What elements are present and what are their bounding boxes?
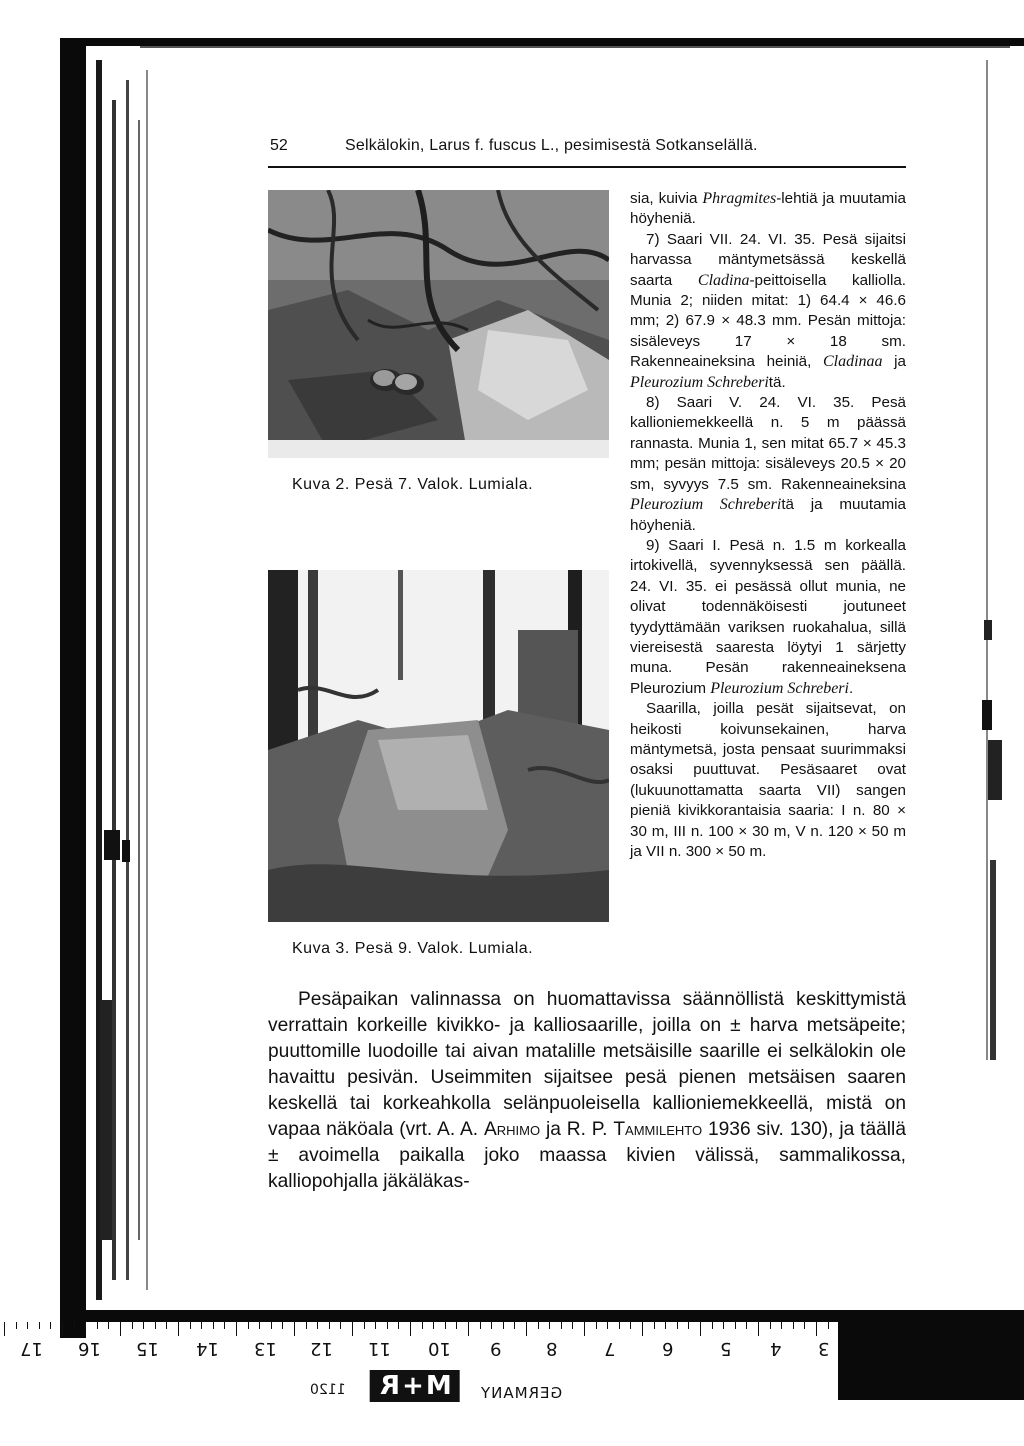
ruler-tick	[375, 1322, 376, 1329]
column-paragraph: 9) Saari I. Pesä n. 1.5 m korkealla irtokivellä, syvennyksessä sen päällä. 24. VI. 35. ei pesässä ollut munia, ne olivat todennäköisesti joutuneet tyydyttämään variksen ruokahalua, sillä viereisestä saaresta löytyi 1 särjetty muna. Pesän rakenneaineksena Pleurozium Pleurozium Schreberi.	[630, 536, 906, 697]
ruler-tick	[561, 1322, 562, 1329]
ruler-tick	[120, 1322, 121, 1336]
ruler-tick	[143, 1322, 144, 1329]
ruler-tick	[74, 1322, 75, 1329]
ruler-tick	[584, 1322, 585, 1336]
scan-ruler	[0, 1322, 838, 1366]
ruler-tick	[329, 1322, 330, 1329]
ruler-label: 8	[546, 1338, 558, 1359]
ruler-tick	[677, 1322, 678, 1329]
ruler-label: 5	[720, 1338, 732, 1359]
ruler-tick	[224, 1322, 225, 1329]
ruler-label: 4	[770, 1338, 782, 1359]
ruler-label: 3	[818, 1338, 830, 1359]
ruler-tick	[468, 1322, 469, 1336]
ruler-tick	[538, 1322, 539, 1329]
column-paragraph: 8) Saari V. 24. VI. 35. Pesä kallioniemekkeellä n. 5 m päässä rannasta. Munia 1, sen mitat 65.7 × 45.3 mm; pesän mittoja: sisäleveys 20.5 × 20 sm, syvyys 7.5 sm. Rakenneaineksina Pleurozium Schreberitä ja muutamia höyheniä.	[630, 394, 906, 534]
ruler-label: 15	[136, 1338, 159, 1359]
ruler-tick	[108, 1322, 109, 1329]
ruler-label: 10	[428, 1338, 451, 1359]
ruler-tick	[352, 1322, 353, 1336]
ruler-label: 17	[20, 1338, 43, 1359]
ruler-tick	[306, 1322, 307, 1329]
ruler-tick	[248, 1322, 249, 1329]
ruler-label: 13	[254, 1338, 277, 1359]
ruler-tick	[422, 1322, 423, 1329]
ruler-tick	[688, 1322, 689, 1329]
ruler-tick	[758, 1322, 759, 1336]
ruler-tick	[398, 1322, 399, 1329]
ruler-brand-logo: M+R	[370, 1370, 460, 1402]
scan-bottom-corner	[838, 1320, 1024, 1400]
ruler-tick	[364, 1322, 365, 1329]
ruler-label: 12	[310, 1338, 333, 1359]
ruler-tick	[503, 1322, 504, 1329]
ruler-tick	[132, 1322, 133, 1329]
ruler-tick	[804, 1322, 805, 1329]
ruler-tick	[723, 1322, 724, 1329]
ruler-tick	[665, 1322, 666, 1329]
column-paragraph: Saarilla, joilla pesät sijaitsevat, on heikosti koivunsekainen, harva mäntymetsä, josta pensaat suurimmaksi osaksi puuttuvat. Pesäsaaret ovat (lukuunottamatta saarta VII) sangen pieniä kivikkorantaisia saaria: I n. 80 × 30 m, III n. 100 × 30 m, V n. 120 × 50 m ja VII n. 300 × 50 m.	[630, 700, 906, 860]
ruler-tick	[27, 1322, 28, 1329]
ruler-tick	[607, 1322, 608, 1329]
ruler-brand-number: 1120	[310, 1382, 346, 1398]
ruler-tick	[16, 1322, 17, 1329]
ruler-label: 7	[604, 1338, 616, 1359]
ruler-label: 16	[78, 1338, 101, 1359]
figure-caption: Kuva 2. Pesä 7. Valok. Lumiala.	[292, 476, 534, 493]
ruler-tick	[410, 1322, 411, 1336]
ruler-tick	[700, 1322, 701, 1336]
ruler-label: 6	[662, 1338, 674, 1359]
ruler-brand-name: GERMANY	[480, 1384, 563, 1402]
ruler-tick	[271, 1322, 272, 1329]
ruler-tick	[259, 1322, 260, 1329]
ruler-tick	[828, 1322, 829, 1329]
running-title: Selkälokin, Larus f. fuscus L., pesimisestä Sotkanselällä.	[345, 137, 758, 154]
ruler-tick	[654, 1322, 655, 1329]
ruler-label: 14	[196, 1338, 219, 1359]
ruler-tick	[735, 1322, 736, 1329]
ruler-brand	[300, 1370, 720, 1406]
ruler-tick	[39, 1322, 40, 1329]
ruler-tick	[549, 1322, 550, 1329]
ruler-tick	[97, 1322, 98, 1329]
scan-top-edge	[140, 46, 1010, 48]
ruler-label: 11	[368, 1338, 391, 1359]
scan-left-bleed	[86, 40, 158, 1310]
ruler-tick	[793, 1322, 794, 1329]
ruler-tick	[712, 1322, 713, 1329]
ruler-tick	[50, 1322, 51, 1329]
ruler-tick	[816, 1322, 817, 1336]
ruler-tick	[201, 1322, 202, 1329]
ruler-tick	[630, 1322, 631, 1329]
column-paragraph: sia, kuivia Phragmites-lehtiä ja muutamia höyheniä.	[630, 190, 906, 228]
ruler-tick	[155, 1322, 156, 1329]
page-number: 52	[270, 137, 288, 154]
ruler-tick	[4, 1322, 5, 1336]
ruler-tick	[166, 1322, 167, 1329]
ruler-tick	[596, 1322, 597, 1329]
ruler-tick	[619, 1322, 620, 1329]
ruler-label: 9	[490, 1338, 502, 1359]
text-column	[630, 189, 906, 862]
ruler-tick	[572, 1322, 573, 1329]
ruler-tick	[433, 1322, 434, 1329]
nest-photo-1	[268, 190, 609, 458]
body-paragraph: Pesäpaikan valinnassa on huomattavissa säännöllistä keskittymistä verrattain korkeille kivikko- ja kalliosaarille, joilla on ± harva metsäpeite; puuttomille luodoille tai aivan matalille metsäisille saarille ei selkälokin ole havaittu pesivän. Useimmiten sijaitsee pesä pienen metsäisen saaren keskellä tai korkeahkolla selänpuoleisella kallioniemekkeellä, mistä on vapaa näköala (vrt. A. A. Arhimo ja R. P. Tammilehto 1936 siv. 130), ja täällä ± avoimella paikalla joko maassa kivien välissä, sammalikossa, kalliopohjalla jäkäläkas-	[268, 989, 906, 1192]
ruler-tick	[770, 1322, 771, 1329]
nest-photo-2	[268, 570, 609, 922]
ruler-tick	[213, 1322, 214, 1329]
ruler-tick	[514, 1322, 515, 1329]
ruler-tick	[781, 1322, 782, 1329]
ruler-tick	[282, 1322, 283, 1329]
ruler-tick	[526, 1322, 527, 1336]
header-rule	[268, 166, 906, 168]
ruler-tick	[178, 1322, 179, 1336]
figure-caption: Kuva 3. Pesä 9. Valok. Lumiala.	[292, 940, 534, 957]
ruler-tick	[445, 1322, 446, 1329]
ruler-tick	[480, 1322, 481, 1329]
ruler-tick	[85, 1322, 86, 1329]
scan-left-border	[60, 38, 86, 1338]
ruler-tick	[62, 1322, 63, 1336]
scan-right-marks	[980, 60, 1010, 1160]
ruler-tick	[387, 1322, 388, 1329]
ruler-tick	[340, 1322, 341, 1329]
ruler-tick	[491, 1322, 492, 1329]
ruler-tick	[746, 1322, 747, 1329]
ruler-tick	[236, 1322, 237, 1336]
scan-top-border	[60, 38, 1024, 46]
ruler-tick	[456, 1322, 457, 1329]
column-paragraph: 7) Saari VII. 24. VI. 35. Pesä sijaitsi harvassa mäntymetsässä keskellä saarta Cladina-peittoisella kalliolla. Munia 2; niiden mitat: 1) 64.4 × 46.6 mm; 2) 67.9 × 48.3 mm. Pesän mittoja: sisäleveys 17 × 18 sm. Rakenneaineksina heiniä, Cladinaa ja Pleurozium Schreberitä.	[630, 230, 906, 391]
ruler-tick	[317, 1322, 318, 1329]
ruler-tick	[294, 1322, 295, 1336]
ruler-tick	[190, 1322, 191, 1329]
ruler-tick	[642, 1322, 643, 1336]
